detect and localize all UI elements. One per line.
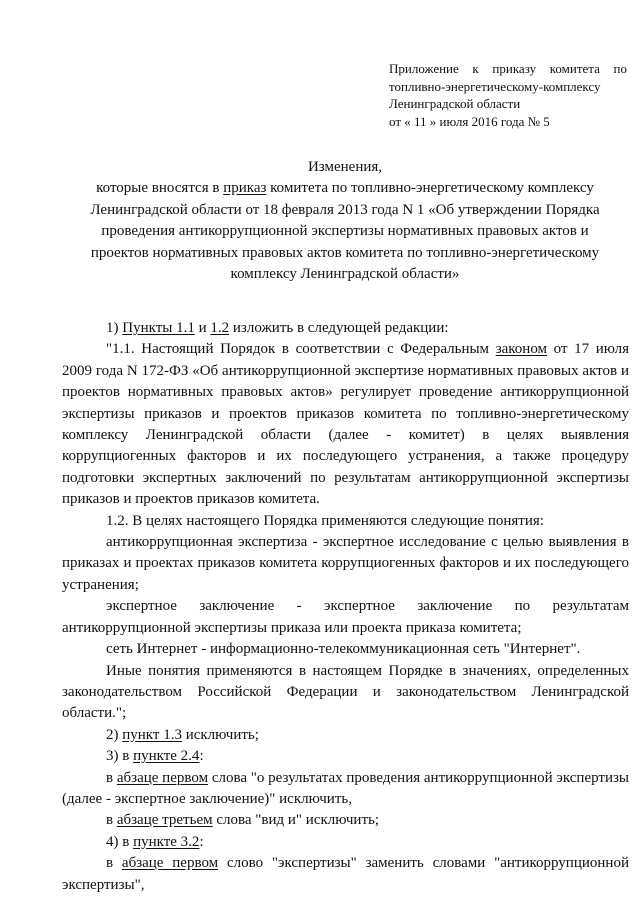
- text: слова "вид и" исключить;: [212, 812, 380, 829]
- text: и: [194, 320, 211, 336]
- appendix-line: Приложение к приказу комитета по: [389, 61, 627, 76]
- title-line: [60, 178, 630, 199]
- text: 2): [106, 726, 123, 743]
- text: :: [199, 748, 204, 765]
- text: исключить;: [181, 726, 259, 743]
- text: от 17 июля 2009 года N 172-ФЗ «Об антикоррупционной экспертизе нормативных правовых актов и проектов нормативных правовых актов» регулирует проведение антикоррупционной экспертизы приказов и проектов приказов комитета по топливно-энергетическому комплексу Ленинградской области (далее - комитет) в целях выявления коррупциогенных факторов и их последующего устранения, а также процедуру подготовки экспертных заключений по результатам антикоррупционной экспертизы приказов и проектов приказов комитета.: [62, 341, 630, 508]
- text: 1): [106, 320, 123, 336]
- paragraph: [62, 746, 629, 767]
- text: 3) в: [106, 748, 134, 765]
- title-line: Изменения,: [307, 159, 383, 175]
- paragraph: сеть Интернет - информационно-телекоммуникационная сеть "Интернет".: [106, 641, 581, 658]
- title-line: Ленинградской области от 18 февраля 2013 года N 1 «Об утверждении Порядка: [90, 201, 600, 218]
- point-link[interactable]: пункте 2.4: [133, 748, 200, 765]
- point-link[interactable]: 1.2: [210, 320, 230, 336]
- paragraph: Иные понятия применяются в настоящем Порядке в значениях, определенных законодательством Российской Федерации и законодательством Ленинградской области.";: [62, 662, 629, 722]
- title-text: комитета по топливно-энергетическому комплексу: [266, 180, 594, 197]
- text: "1.1. Настоящий Порядок в соответствии с Федеральным: [106, 341, 496, 358]
- document-title: [60, 157, 630, 285]
- text: изложить в следующей редакции:: [229, 320, 449, 336]
- appendix-line: Ленинградской области: [389, 96, 521, 111]
- document-body: [62, 318, 629, 896]
- paragraph-link[interactable]: абзаце первом: [121, 855, 219, 872]
- paragraph: [62, 768, 629, 811]
- point-link[interactable]: пункт 1.3: [122, 726, 182, 743]
- paragraph-link[interactable]: абзаце третьем: [116, 812, 213, 829]
- paragraph: экспертное заключение - экспертное заключение по результатам антикоррупционной экспертизы приказа или проекта приказа комитета;: [62, 598, 629, 636]
- title-line: проведения антикоррупционной экспертизы нормативных правовых актов и: [101, 223, 589, 240]
- paragraph: 1.2. В целях настоящего Порядка применяются следующие понятия:: [106, 512, 544, 529]
- paragraph: [62, 810, 629, 831]
- point-link[interactable]: пункте 3.2: [133, 833, 200, 850]
- title-line: комплексу Ленинградской области»: [230, 266, 460, 283]
- title-text: которые вносятся в: [96, 180, 224, 197]
- law-link[interactable]: законом: [495, 341, 548, 358]
- paragraph: [62, 318, 629, 339]
- paragraph: [62, 339, 629, 510]
- text: в: [106, 855, 122, 872]
- title-line: проектов нормативных правовых актов комитета по топливно-энергетическому: [90, 244, 600, 261]
- text: :: [199, 833, 204, 850]
- appendix-line: топливно-энергетическому-комплексу: [389, 78, 601, 94]
- paragraph: [62, 853, 629, 896]
- paragraph-link[interactable]: абзаце первом: [116, 769, 209, 786]
- text: 4) в: [106, 833, 134, 850]
- paragraph: [62, 832, 629, 853]
- text: в: [106, 812, 117, 829]
- paragraph: [62, 725, 629, 746]
- text: слово "экспертизы" заменить словами "антикоррупционной экспертизы",: [62, 855, 629, 893]
- appendix-line: от « 11 » июля 2016 года № 5: [389, 113, 550, 129]
- order-link[interactable]: приказ: [223, 180, 267, 197]
- appendix-note: [389, 60, 627, 130]
- text: в: [106, 769, 117, 786]
- paragraph: антикоррупционная экспертиза - экспертное исследование с целью выявления в приказах и проектах приказов комитета коррупциогенных факторов и их последующего устранения;: [62, 534, 629, 593]
- points-link[interactable]: Пункты 1.1: [122, 320, 195, 336]
- text: слова "о результатах проведения антикоррупционной экспертизы (далее - экспертное заключение)" исключить,: [62, 769, 629, 807]
